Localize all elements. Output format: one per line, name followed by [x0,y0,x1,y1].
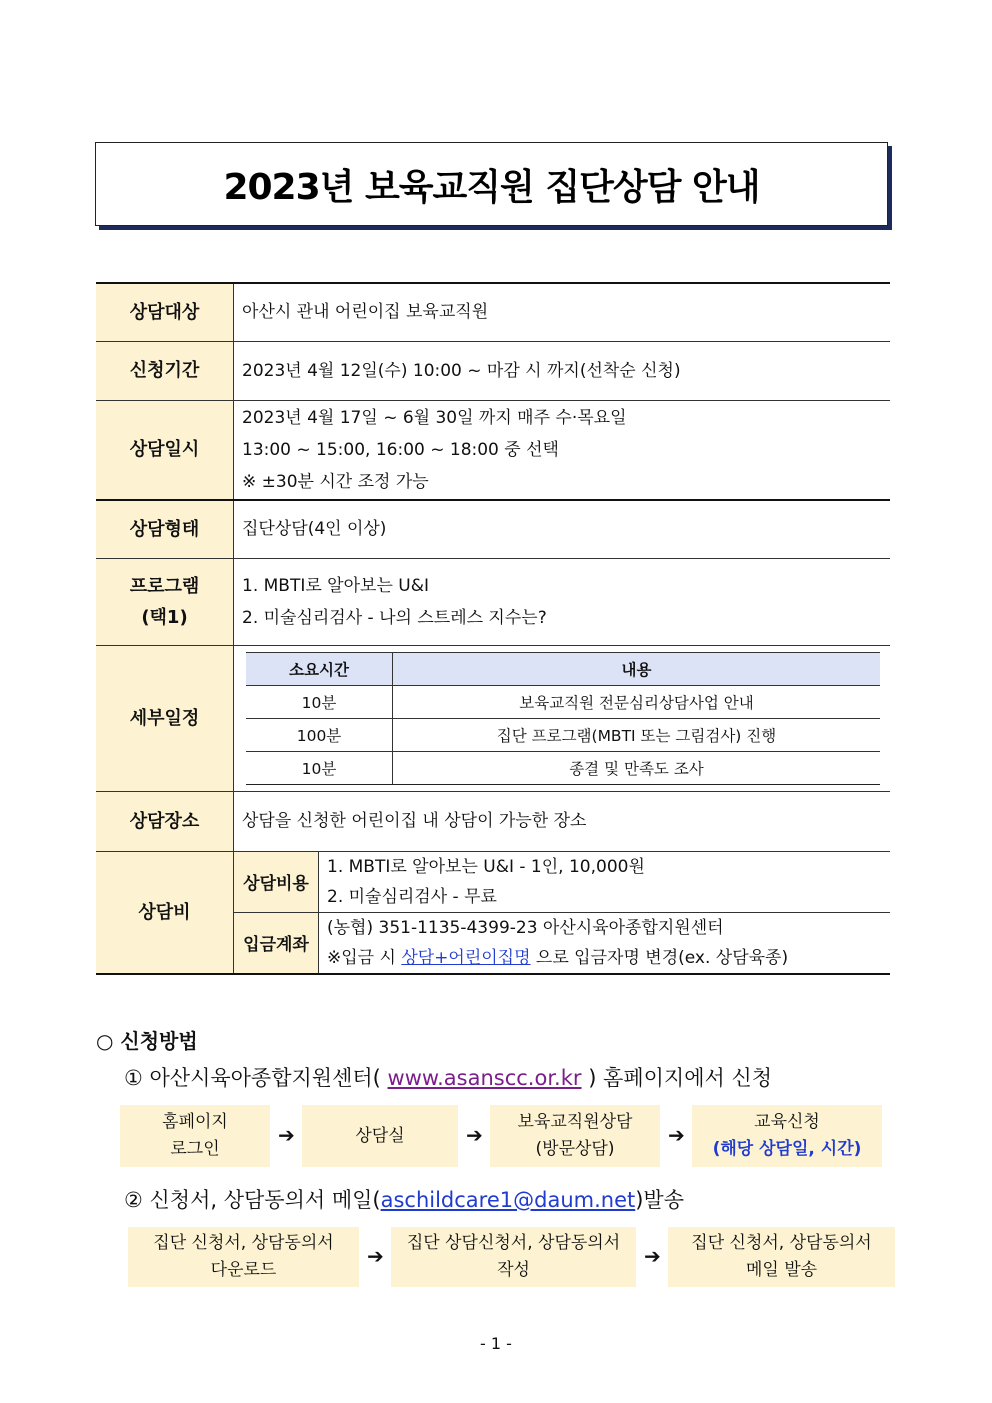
row-datetime [96,400,890,500]
flow2-box-send [668,1227,895,1287]
flow2-box-download [128,1227,359,1287]
program-line-1: 1. MBTI로 알아보는 U&I [242,575,429,596]
row-fee [96,851,890,974]
label-fee: 상담비 [96,851,234,974]
fee-account-row [234,912,890,973]
value-account [319,912,891,973]
flow1-text: (방문상담) [535,1139,615,1159]
row-format [96,500,890,558]
row-target [96,283,890,341]
flow2-text: 작성 [497,1260,530,1280]
row-schedule [96,645,890,791]
step2-line [124,1184,684,1214]
label-schedule: 세부일정 [96,645,234,791]
step1-pre: ① 아산시육아종합지원센터( [124,1066,388,1090]
cost-line-1: 1. MBTI로 알아보는 U&I - 1인, 10,000원 [327,856,645,877]
arrow-icon: ➔ [367,1244,384,1268]
label-program-1: 프로그램 [129,575,200,597]
schedule-time: 100분 [246,718,393,751]
schedule-table [246,652,880,785]
datetime-line-3: ※ ±30분 시간 조정 가능 [242,471,429,492]
table-row [246,718,880,751]
flow2-text: 다운로드 [210,1260,277,1280]
label-datetime: 상담일시 [96,400,234,500]
arrow-icon: ➔ [466,1123,483,1147]
flow2-text: 집단 상담신청서, 상담동의서 [406,1233,621,1253]
page-title: 2023년 보육교직원 집단상담 안내 [223,166,760,208]
flow1-box-apply [692,1105,882,1167]
page-number: - 1 - [480,1334,512,1353]
value-period: 2023년 4월 12일(수) 10:00 ~ 마감 시 까지(선착순 신청) [234,341,891,400]
value-place: 상담을 신청한 어린이집 내 상담이 가능한 장소 [234,791,891,851]
flow2-text: 집단 신청서, 상담동의서 [691,1233,872,1253]
value-target: 아산시 관내 어린이집 보육교직원 [234,283,891,341]
flow1-text: 교육신청 [754,1112,820,1132]
schedule-content: 보육교직원 전문심리상담사업 안내 [393,685,881,718]
step1-line [124,1062,772,1092]
schedule-content: 종결 및 만족도 조사 [393,751,881,784]
flow1-text: 보육교직원상담 [517,1112,633,1132]
flow1-box-login [120,1105,270,1167]
schedule-time: 10분 [246,751,393,784]
fee-subtable [234,852,890,973]
label-program [96,558,234,645]
note-post: 으로 입금자명 변경(ex. 상담육종) [530,947,789,968]
arrow-icon: ➔ [278,1123,295,1147]
step2-post: )발송 [635,1188,684,1212]
datetime-line-2: 13:00 ~ 15:00, 16:00 ~ 18:00 중 선택 [242,439,559,460]
flow1-text: 로그인 [170,1139,220,1159]
flow2-box-write [391,1227,636,1287]
method-title: ○ 신청방법 [96,1029,198,1053]
label-cost: 상담비용 [234,852,319,913]
table-row [246,751,880,784]
info-table [96,282,890,975]
label-program-2: (택1) [141,606,188,628]
label-account: 입금계좌 [234,912,319,973]
schedule-content: 집단 프로그램(MBTI 또는 그림검사) 진행 [393,718,881,751]
label-place: 상담장소 [96,791,234,851]
flow1-text: 상담실 [355,1125,405,1146]
flow1-text: 홈페이지 [162,1112,228,1132]
value-cost [319,852,891,913]
account-note [327,943,890,973]
flow2-text: 집단 신청서, 상담동의서 [153,1233,334,1253]
value-format: 집단상담(4인 이상) [234,500,891,558]
title-box [95,142,888,226]
flow1-box-counsel [302,1105,458,1167]
schedule-header-content: 내용 [393,652,881,685]
row-program [96,558,890,645]
value-fee [234,851,891,974]
account-line: (농협) 351-1135-4399-23 아산시육아종합지원센터 [327,917,724,938]
label-period: 신청기간 [96,341,234,400]
label-format: 상담형태 [96,500,234,558]
cost-line-2: 2. 미술심리검사 - 무료 [327,886,497,907]
arrow-icon: ➔ [668,1123,685,1147]
arrow-icon: ➔ [644,1244,661,1268]
step1-post: ) 홈페이지에서 신청 [581,1066,773,1090]
value-program [234,558,891,645]
schedule-header-time: 소요시간 [246,652,393,685]
flow2-text: 메일 발송 [745,1260,818,1280]
schedule-time: 10분 [246,685,393,718]
label-target: 상담대상 [96,283,234,341]
value-schedule [234,645,891,791]
row-place [96,791,890,851]
value-datetime [234,400,891,500]
flow1-text: (해당 상담일, 시간) [712,1139,862,1159]
homepage-link[interactable]: www.asanscc.or.kr [387,1066,582,1090]
flow1-box-visit [490,1105,660,1167]
email-link[interactable]: aschildcare1@daum.net [380,1188,636,1212]
row-period [96,341,890,400]
note-link: 상담+어린이집명 [401,947,531,968]
program-line-2: 2. 미술심리검사 - 나의 스트레스 지수는? [242,607,547,628]
step2-pre: ② 신청서, 상담동의서 메일( [124,1188,381,1212]
schedule-header-row [246,652,880,685]
note-pre: ※입금 시 [327,947,402,968]
fee-cost-row [234,852,890,913]
table-row [246,685,880,718]
datetime-line-1: 2023년 4월 17일 ~ 6월 30일 까지 매주 수·목요일 [242,407,627,428]
